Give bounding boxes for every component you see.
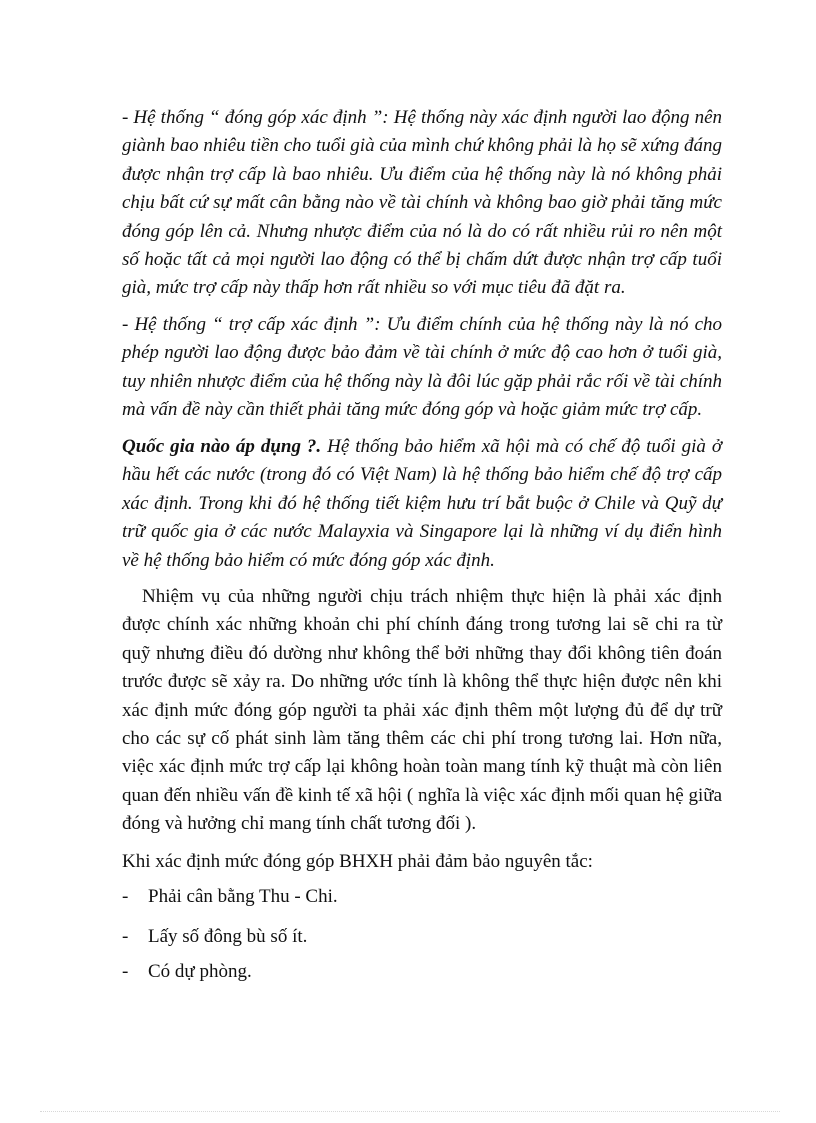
list-item-text: Lấy số đông bù số ít. (148, 926, 308, 947)
bullet-dash: - (122, 926, 129, 947)
paragraph-principles-intro: Khi xác định mức đóng góp BHXH phải đảm bảo nguyên tắc: (122, 851, 593, 872)
paragraph-responsibility: Nhiệm vụ của những người chịu trách nhiệm thực hiện là phải xác định được chính xác những khoản chi phí chính đáng trong tương lai sẽ chi ra từ quỹ nhưng điều đó dường như không thể bởi những thay đổi không tiên đoán trước được sẽ xảy ra. Do những ước tính là không thể thực hiện được nên khi xác định mức đóng góp người ta phải xác định thêm một lượng đủ để dự trữ cho các sự cố phát sinh làm tăng thêm các chi phí trong tương lai. Hơn nữa, việc xác định mức trợ cấp lại không hoàn toàn mang tính kỹ thuật mà còn liên quan đến nhiều vấn đề kinh tế xã hội ( nghĩa là việc xác định mối quan hệ giữa đóng và hưởng chỉ mang tính chất tương đối ). (122, 586, 722, 835)
bullet-dash: - (122, 886, 129, 907)
page-bottom-divider (40, 1111, 780, 1112)
list-item-text: Có dự phòng. (148, 961, 252, 982)
paragraph-countries (122, 433, 722, 575)
list-item (122, 923, 722, 951)
paragraph-defined-contribution: - Hệ thống “ đóng góp xác định ”: Hệ thống này xác định người lao động nên giành bao nhiêu tiền cho tuổi già của mình chứ không phải là họ sẽ xứng đáng được nhận trợ cấp là bao nhiêu. Ưu điểm của hệ thống này là nó không phải chịu bất cứ sự mất cân bằng nào về tài chính và không bao giờ phải tăng mức đóng góp lên cả. Nhưng nhược điểm của nó là do có rất nhiều rủi ro nên một số hoặc tất cả mọi người lao động có thể bị chấm dứt được nhận trợ cấp tuổi già, mức trợ cấp này thấp hơn rất nhiều so với mục tiêu đã đặt ra. (122, 107, 722, 299)
paragraph-countries-body: Hệ thống bảo hiểm xã hội mà có chế độ tuổi già ở hầu hết các nước (trong đó có Việt Nam) là hệ thống bảo hiểm chế độ trợ cấp xác định. Trong khi đó hệ thống tiết kiệm hưu trí bắt buộc ở Chile và Quỹ dự trữ quốc gia ở các nước Malayxia và Singapore lại là những ví dụ điển hình về hệ thống bảo hiểm có mức đóng góp xác định. (122, 436, 723, 571)
list-item (122, 958, 722, 986)
list-item (122, 883, 722, 911)
list-item-text: Phải cân bằng Thu - Chi. (148, 886, 338, 907)
bullet-dash: - (122, 961, 129, 982)
paragraph-defined-benefit: - Hệ thống “ trợ cấp xác định ”: Ưu điểm chính của hệ thống này là nó cho phép người lao động được bảo đảm về tài chính ở mức độ cao hơn ở tuổi già, tuy nhiên nhược điểm của hệ thống này là đôi lúc gặp phải rắc rối về tài chính mà vấn đề này cần thiết phải tăng mức đóng góp và hoặc giảm mức trợ cấp. (122, 314, 722, 421)
paragraph-countries-lead: Quốc gia nào áp dụng ?. (122, 436, 322, 457)
